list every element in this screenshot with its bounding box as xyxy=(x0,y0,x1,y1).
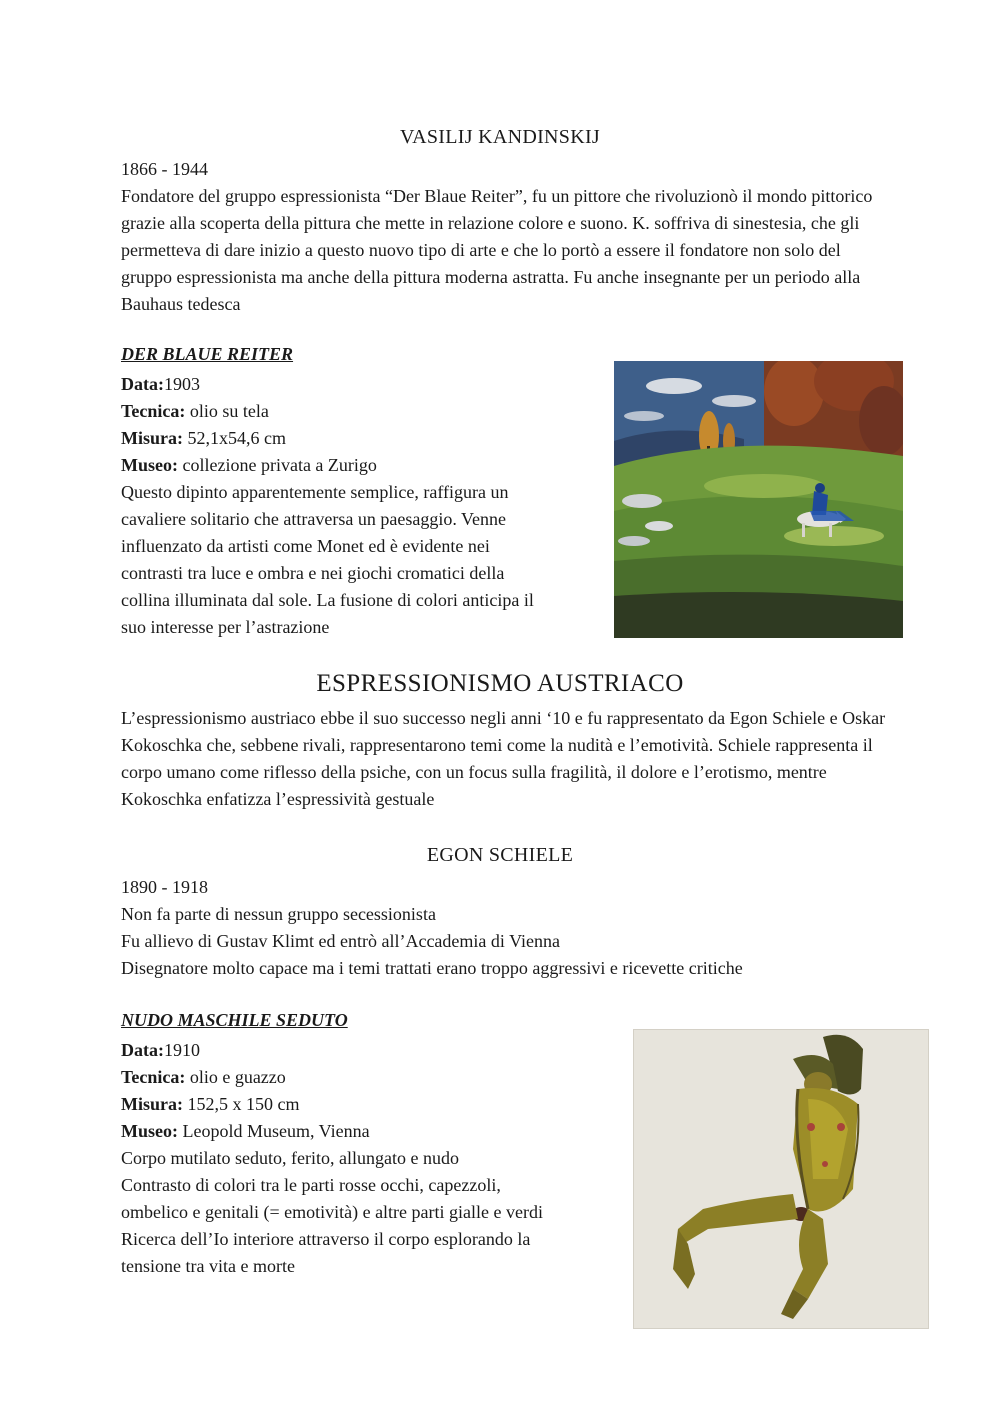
artwork-description-line: Questo dipinto apparentemente semplice, raffigura un xyxy=(121,482,509,502)
section-title-schiele: EGON SCHIELE xyxy=(426,844,574,866)
artwork-size: Misura: 152,5 x 150 cm xyxy=(121,1094,300,1114)
artist-bio: Fondatore del gruppo espressionista “Der Blaue Reiter”, fu un pittore che rivoluzionò il mondo pittorico grazie alla scoperta della pittura che mette in relazione colore e suono. K. soffriva di sinestesia, che gli permetteva di dare inizio a questo nuovo tipo di arte e che lo portò a essere il fondatore non solo del gruppo espressionista ma anche della pittura moderna astratta. Fu anche insegnante per un periodo alla Bauhaus tedesca xyxy=(121,186,873,314)
artwork-description-line: Contrasto di colori tra le parti rosse occhi, capezzoli, xyxy=(121,1175,501,1195)
painting-der-blaue-reiter xyxy=(614,361,903,638)
artwork-description-line: influenzato da artisti come Monet ed è evidente nei xyxy=(121,536,490,556)
artwork-description-line: cavaliere solitario che attraversa un paesaggio. Venne xyxy=(121,509,506,529)
artwork-technique: Tecnica: olio su tela xyxy=(121,401,269,421)
section-text: L’espressionismo austriaco ebbe il suo successo negli anni ‘10 e fu rappresentato da Egon Schiele e Oskar Kokoschka che, sebbene rivali, rappresentarono temi come la nudità e l’emotività. Schiele rappresenta il corpo umano come riflesso della psiche, con un focus sulla fragilità, il dolore e l’erotismo, mentre Kokoschka enfatizza l’espressività gestuale xyxy=(121,708,886,809)
section-title-austrian: ESPRESSIONISMO AUSTRIACO xyxy=(316,670,684,697)
artwork-date: Data:1910 xyxy=(121,1040,200,1060)
artwork-description-line: Corpo mutilato seduto, ferito, allungato e nudo xyxy=(121,1148,459,1168)
artwork-size: Misura: 52,1x54,6 cm xyxy=(121,428,286,448)
artwork-description-line: ombelico e genitali (= emotività) e altre parti gialle e verdi xyxy=(121,1202,543,1222)
artwork-technique: Tecnica: olio e guazzo xyxy=(121,1067,286,1087)
artist-note: Disegnatore molto capace ma i temi trattati erano troppo aggressivi e ricevette critiche xyxy=(121,958,743,978)
artwork-description-line: collina illuminata dal sole. La fusione di colori anticipa il xyxy=(121,590,534,610)
section-title-kandinskij: VASILIJ KANDINSKIJ xyxy=(399,126,601,148)
artwork-date: Data:1903 xyxy=(121,374,200,394)
artwork-description-line: tensione tra vita e morte xyxy=(121,1256,295,1276)
artwork-museum: Museo: collezione privata a Zurigo xyxy=(121,455,377,475)
artwork-description-line: suo interesse per l’astrazione xyxy=(121,617,330,637)
artwork-description-line: contrasti tra luce e ombra e nei giochi cromatici della xyxy=(121,563,505,583)
artwork-description-line: Ricerca dell’Io interiore attraverso il corpo esplorando la xyxy=(121,1229,531,1249)
artwork-museum: Museo: Leopold Museum, Vienna xyxy=(121,1121,370,1141)
artist-note: Fu allievo di Gustav Klimt ed entrò all’Accademia di Vienna xyxy=(121,931,560,951)
artist-dates: 1866 - 1944 xyxy=(121,159,208,179)
artwork-title: NUDO MASCHILE SEDUTO xyxy=(121,1010,348,1030)
artist-dates: 1890 - 1918 xyxy=(121,877,208,897)
painting-nudo-maschile-seduto xyxy=(633,1029,929,1329)
artist-note: Non fa parte di nessun gruppo secessionista xyxy=(121,904,436,924)
artwork-title: DER BLAUE REITER xyxy=(121,344,294,364)
